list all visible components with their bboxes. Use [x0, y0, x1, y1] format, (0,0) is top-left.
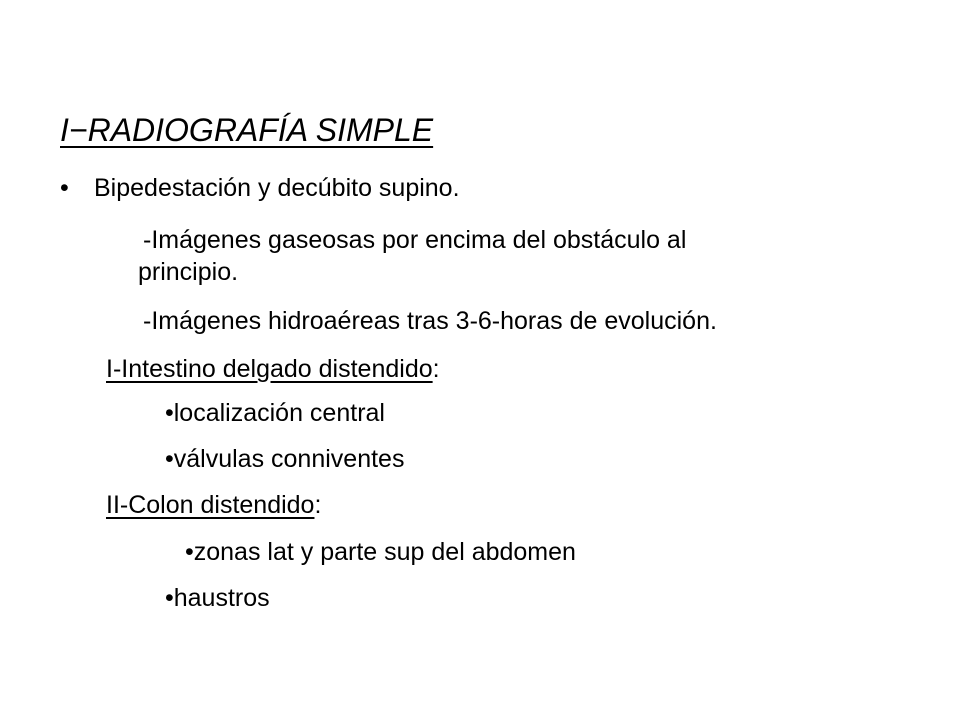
section-2-heading: [106, 490, 321, 520]
section-2-item: •zonas lat y parte sup del abdomen: [185, 538, 576, 566]
gaseosas-line-2: principio.: [138, 258, 239, 286]
section-2-heading-text: II-Colon distendido: [106, 491, 315, 519]
section-1-heading: [106, 354, 440, 384]
slide-title: I−RADIOGRAFÍA SIMPLE: [60, 112, 434, 148]
section-1-item: •localización central: [165, 399, 385, 427]
hidroaereas-line: -Imágenes hidroaéreas tras 3-6-horas de evolución.: [143, 307, 717, 335]
main-bullet-item: [60, 173, 460, 203]
gaseosas-line-1: -Imágenes gaseosas por encima del obstáculo al: [143, 226, 687, 254]
bullet-icon: •: [60, 174, 69, 202]
section-1-item: •válvulas conniventes: [165, 445, 405, 473]
section-1-colon: :: [432, 355, 440, 383]
main-bullet-text: Bipedestación y decúbito supino.: [94, 174, 460, 202]
section-1-heading-text: I-Intestino delgado distendido: [106, 355, 433, 383]
section-2-item: •haustros: [165, 584, 270, 612]
section-2-colon: :: [314, 491, 322, 519]
